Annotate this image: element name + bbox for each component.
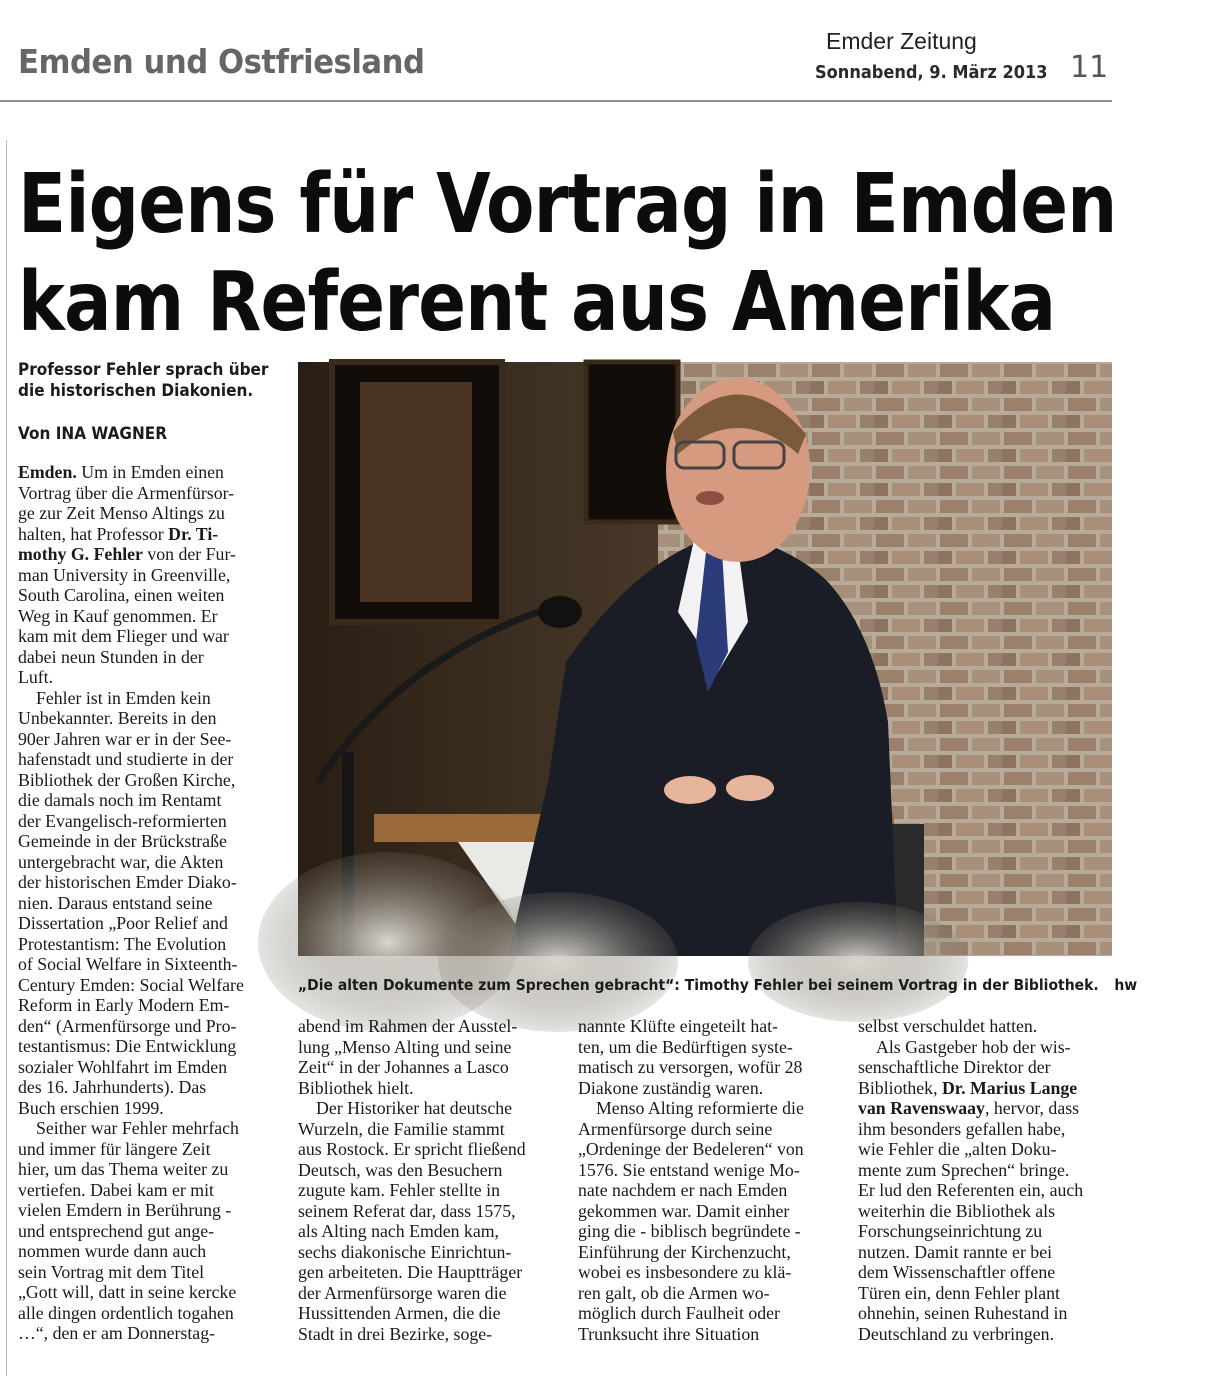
header-divider [0,100,1112,102]
text-line: vielen Emdern in Berührung - [18,1200,232,1220]
text-line: testantismus: Die Entwicklung [18,1036,237,1056]
headline-line: Eigens für Vortrag in Emden [18,157,1117,252]
text-line: ihm besonders gefallen habe, [858,1118,1066,1139]
text-line: „Ordeninge der Bedeleren“ von [578,1139,804,1159]
text-line: die damals noch im Rentamt [18,790,222,810]
photo-caption [298,976,1138,994]
text-line: 1576. Sie entstand wenige Mo- [578,1159,800,1180]
text-line: Deutschland zu verbringen. [858,1323,1055,1344]
page-number: 11 [1070,50,1109,85]
text-line: South Carolina, einen weiten [18,585,225,605]
text-line: und entsprechend gut ange- [18,1220,215,1241]
text-line: Diakone zuständig waren. [578,1077,764,1098]
person-name: mothy G. Fehler [18,544,143,564]
text-line: Menso Alting reformierte die [596,1098,804,1118]
text-line: nommen wurde dann auch [18,1241,207,1261]
text-line [858,1098,1118,1119]
text-line: der Armenfürsorge waren die [298,1282,507,1303]
newspaper-name: Emder Zeitung [826,28,977,54]
text-line: alle dingen ordentlich togahen [18,1302,234,1323]
text-line: Seither war Fehler mehrfach [36,1118,239,1138]
text-line: Fehler ist in Emden kein [36,687,211,708]
text-line: als Alting nach Emden kam, [298,1221,499,1241]
text-line: 90er Jahren war er in der See- [18,728,232,749]
text-line: ten, um die Bedürftigen syste- [578,1036,793,1057]
text-line: Bibliothek der Großen Kirche, [18,769,236,790]
text-line: und immer für längere Zeit [18,1138,211,1159]
photo-credit: hw [1114,976,1138,994]
dateline: Emden. [18,462,77,482]
speaker-photo [298,362,1112,956]
text-line: Luft. [18,667,54,687]
article-column-2 [298,1016,566,1344]
text-line: seinem Referat dar, dass 1575, [298,1200,516,1221]
text-line: kam mit dem Flieger und war [18,626,229,646]
text-line: hier, um das Thema weiter zu [18,1159,229,1179]
text-line: Buch erschien 1999. [18,1097,164,1118]
text-line: lung „Menso Alting und seine [298,1036,512,1057]
text-line [18,462,290,483]
text-line: Protestantism: The Evolution [18,933,227,954]
text-line: dabei neun Stunden in der [18,646,204,667]
text-fragment: von der Fur- [142,544,236,564]
text-line: Trunksucht ihre Situation [578,1323,760,1344]
text-line: Stadt in drei Bezirke, soge- [298,1323,493,1344]
article-column-4 [858,1016,1118,1344]
text-line: sein Vortrag mit dem Titel [18,1261,205,1282]
text-line: nutzen. Damit rannte er bei [858,1241,1053,1262]
byline: Von INA WAGNER [18,424,168,444]
text-line: dem Wissenschaftler offene [858,1262,1056,1282]
text-line: aus Rostock. Er spricht fließend [298,1139,526,1159]
left-margin-rule [6,140,7,1376]
text-line: Armenfürsorge durch seine [578,1118,773,1139]
text-line: gekommen war. Damit einher [578,1200,790,1221]
person-name: van Ravenswaay [858,1098,985,1118]
text-line: Er lud den Referenten ein, auch [858,1180,1084,1200]
text-line: „Gott will, datt in seine kercke [18,1282,237,1302]
text-line: möglich durch Faulheit oder [578,1303,780,1323]
text-line: ging die - biblisch begründete - [578,1221,801,1241]
text-line: Als Gastgeber hob der wis- [876,1036,1071,1057]
text-line: sozialer Wohlfahrt im Emden [18,1056,228,1077]
text-line: Weg in Kauf genommen. Er [18,605,218,626]
text-line: vertiefen. Dabei kam er mit [18,1179,215,1200]
text-line: sechs diakonische Einrichtun- [298,1241,512,1262]
text-fragment: , hervor, dass [984,1098,1080,1118]
text-line: Wurzeln, die Familie stammt [298,1118,505,1139]
text-line: Türen ein, denn Fehler plant [858,1282,1060,1303]
text-line: mente zum Sprechen“ bringe. [858,1159,1070,1180]
text-line: den“ (Armenfürsorge und Pro- [18,1015,237,1036]
text-line: matisch zu versorgen, wofür 28 [578,1057,803,1077]
person-name: Dr. Ti- [168,523,219,544]
article-column-3 [578,1016,846,1344]
text-line: senschaftliche Direktor der [858,1057,1051,1077]
person-name: Dr. Marius Lange [941,1077,1078,1098]
text-line: Deutsch, was den Besuchern [298,1159,503,1180]
text-line: hafenstadt und studierte in der [18,749,234,769]
article-headline [18,156,1222,352]
photo-illustration [298,362,1112,956]
text-line: abend im Rahmen der Ausstel- [298,1016,518,1036]
text-line: nate nachdem er nach Emden [578,1180,788,1200]
issue-date: Sonnabend, 9. März 2013 [815,62,1048,83]
text-line: der historischen Emder Diako- [18,872,237,892]
text-line: wie Fehler die „alten Doku- [858,1139,1057,1159]
text-line: selbst verschuldet hatten. [858,1016,1038,1036]
text-line: Unbekannter. Bereits in den [18,708,217,728]
text-line: gen arbeiteten. Die Hauptträger [298,1262,523,1282]
text-line: des 16. Jahrhunderts). Das [18,1077,207,1097]
text-line: Vortrag über die Armenfürsor- [18,482,235,503]
text-fragment: Bibliothek, [858,1077,942,1098]
subhead-line: die historischen Diakonien. [18,381,254,401]
text-line: ren galt, ob die Armen wo- [578,1282,770,1303]
text-line: Bibliothek hielt. [298,1077,414,1098]
text-line: der Evangelisch-reformierten [18,810,227,831]
text-line [18,524,290,545]
text-line: man University in Greenville, [18,564,231,585]
text-line: untergebracht war, die Akten [18,851,224,872]
article-subhead [18,360,279,402]
text-line: zugute kam. Fehler stellte in [298,1180,500,1200]
text-fragment: Um in Emden einen [76,462,224,482]
text-line [18,544,290,565]
text-line: ohnehin, seinen Ruhestand in [858,1303,1068,1323]
article-column-1 [18,462,290,1344]
subhead-line: Professor Fehler sprach über [18,360,269,380]
text-line: Century Emden: Social Welfare [18,974,244,995]
text-line: …“, den er am Donnerstag- [18,1323,216,1343]
text-line [858,1078,1118,1099]
text-line: nannte Klüfte eingeteilt hat- [578,1016,778,1036]
text-line: nien. Daraus entstand seine [18,892,213,913]
caption-text: „Die alten Dokumente zum Sprechen gebracht“: Timothy Fehler bei seinem Vortrag in der Bibliothek. [298,976,1099,994]
text-line: of Social Welfare in Sixteenth- [18,954,238,974]
text-line: Einführung der Kirchenzucht, [578,1241,791,1262]
text-line: weiterhin die Bibliothek als [858,1200,1056,1221]
section-title: Emden und Ostfriesland [18,42,425,81]
text-fragment: halten, hat Professor [18,523,169,544]
headline-line: kam Referent aus Amerika [18,255,1056,350]
text-line: Reform in Early Modern Em- [18,995,230,1015]
text-line: Gemeinde in der Brückstraße [18,831,227,851]
text-line: Forschungseinrichtung zu [858,1221,1043,1241]
text-line: Hussittenden Armen, die die [298,1303,501,1323]
text-line: Dissertation „Poor Relief and [18,913,228,933]
text-line: wobei es insbesondere zu klä- [578,1262,792,1282]
text-line: ge zur Zeit Menso Altings zu [18,503,225,523]
text-line: Zeit“ in der Johannes a Lasco [298,1057,509,1077]
text-line: Der Historiker hat deutsche [316,1098,513,1118]
